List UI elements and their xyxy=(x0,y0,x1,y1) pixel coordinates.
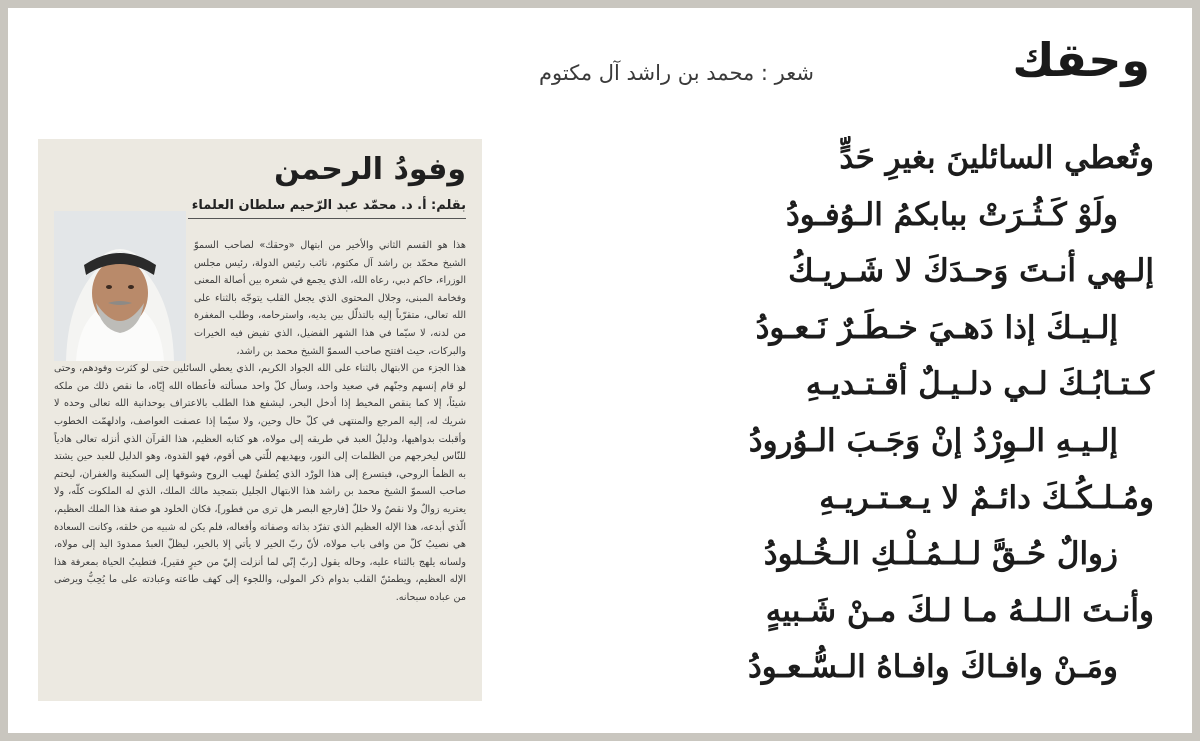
poem-title: وحقك xyxy=(1012,33,1150,87)
commentary-title: وفودُ الرحمن xyxy=(274,152,466,187)
verse-line: وتُعطي السائلينَ بغيرِ حَدٍّ xyxy=(839,140,1154,176)
verse-line: ولَوْ كَـثُـرَتْ ببابكمُ الـوُفـودُ xyxy=(785,196,1118,233)
commentary-box xyxy=(38,139,482,701)
commentary-author: بقلم: أ. د. محمّد عبد الرّحيم سلطان العلماء xyxy=(188,197,466,219)
commentary-intro-paragraph: هذا هو القسم الثاني والأخير من ابتهال «وحقك» لصاحب السموّ الشيخ محمّد بن راشد آل مكتوم، نائب رئيس الدولة، رئيس مجلس الوزراء، حاكم دبي، رعاه الله، الذي يجمع في شعره بين أصالة المعنى وفخامة المبنى، وجلال المحتوى الذي يجعل القلب يتوجّه بالثناء على الله تعالى، متقرّباً إليه بالتذلّل بين يديه، واسترحامه، وطلب المغفرة من لدنه، لا سيّما في هذا الشهر الفضيل، الذي تفيض فيه الخيرات والبركات، حيث افتتح صاحب السموّ الشيخ محمد بن راشد، xyxy=(194,240,466,357)
verse-line: ومَـنْ وافـاكَ وافـاهُ الـسُّـعـودُ xyxy=(747,649,1118,686)
newspaper-page xyxy=(8,8,1192,733)
verse-line: إلـيـكَ إذا دَهـيَ خـطَـرٌ نَـعـودُ xyxy=(755,309,1118,346)
verse-line: كـتـابُـكَ لـي دلـيـلٌ أقـتـديـهِ xyxy=(805,366,1154,403)
poet-byline: شعر : محمد بن راشد آل مكتوم xyxy=(539,61,814,85)
verse-line: وأنـتَ الـلـهُ مـا لـكَ مـنْ شَـبيهٍ xyxy=(765,592,1154,629)
verse-line: إلـهي أنـتَ وَحـدَكَ لا شَـريـكُ xyxy=(788,253,1154,290)
poem-verses xyxy=(474,130,1154,696)
verse-line: ومُـلـكُـكَ دائـمٌ لا يـعـتـريـهِ xyxy=(819,479,1154,516)
verse-line: إلـيـهِ الـوِرْدُ إنْ وَجَـبَ الـوُرودُ xyxy=(748,422,1118,459)
commentary-body-paragraph: هذا الجزء من الابتهال بالثناء على الله الجواد الكريم، الذي يعطي السائلين حتى لو كثرت وفودهم، وحتى لو قام إنسهم وجنّهم في صعيد واحد، وسأل كلّ واحد مسألته فأعطاه الله إيّاه، ما نقص ذلك من ملكه شيئاً، إلا كما ينقص المخيط إذا أدخل البحر، ليشفع هذا الطلب بالاعتراف بوحدانية الله تعالى وحده لا شريك له، إليه المرجع والمنتهى في كلّ حال وحين، ولا سيّما إذا عصفت العواصف، وادلهمّت الخطوب وأقبلت بدواهيها، ودليلُ العبد في طريقه إلى مولاه، هو كتابه العظيم، هذا القرآن الذي أنزله تعالى هادياً للنّاس ليخرجهم من الظلمات إلى النور، ويهديهم للّتي هي أقوم، فهو القدوة، وهو الدليل للعبد حين يشتد به الظمأ الروحي، فيتسرع إلى هذا الورْد الذي يُطفئُ لهيب الروح وشوقها إلى السكينة والغفران، ليختم صاحب السموّ الشيخ محمد بن راشد هذا الابتهال الجليل بتمجيد مالك الملك، الذي له الملكوت كلّه، ولا يعتريه زوالٌ ولا نقصٌ ولا خللٌ [فارجع البصر هل ترى من فطور]، فكان الخلود هو صفة هذا الملك العظيم، الّذي أبدعه، هذا الإله العظيم الذي تفرّد بذاته وصفاته وأفعاله، فلم يكن له شبيه من خلقه، وكانت السعادة هي نصيبُ كلّ من وافى باب مولاه، لأنّ ربّ الخير لا يأتي إلا بالخير، ليظلّ العبدُ ممدودَ اليد إلى مولاه، ولسانه يلهج بالثناء عليه، وحاله يقول [ربّ إنّي لما أنزلت إليّ من خيرٍ فقير]، فتطيبُ الحياة بمعرفة هذا الإله العظيم، ويطمئنّ القلب بدوام ذكر المولى، واللجوء إلى كهف طاعته وعبادته على ما يُحِبُّ ويرضى من عباده سبحانه. xyxy=(54,363,466,603)
commentary-text xyxy=(54,237,466,606)
verse-line: زوالٌ حُـقَّ لـلـمُـلْـكِ الـخُـلودُ xyxy=(763,536,1118,573)
